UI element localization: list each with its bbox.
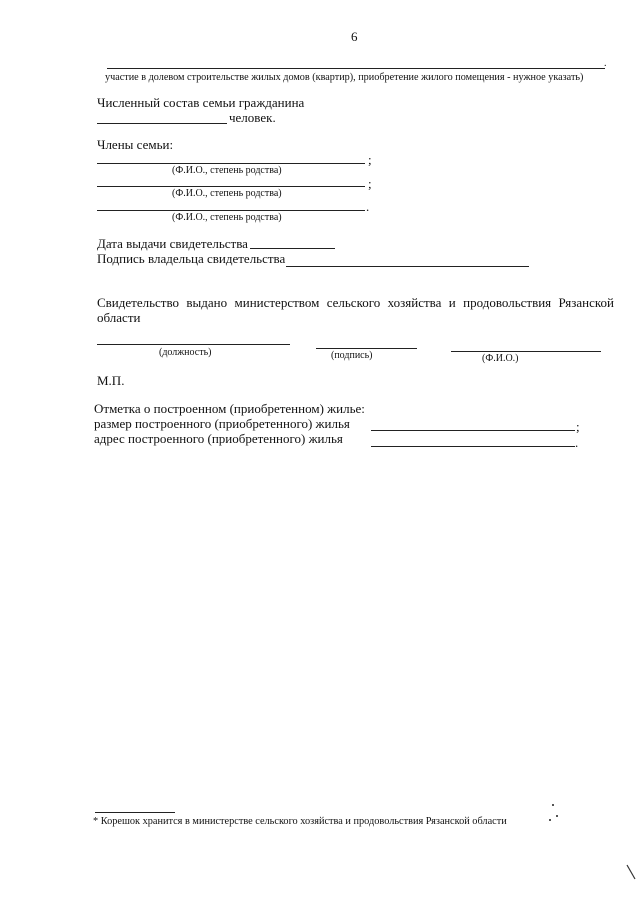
holder-signature-label: Подпись владельца свидетельства — [97, 251, 286, 266]
issued-by-text: Свидетельство выдано министерством сельского хозяйства и продовольствия Рязанской области — [97, 295, 614, 325]
scan-speck — [556, 815, 558, 817]
footnote-text: * Корешок хранится в министерстве сельского хозяйства и продовольствия Рязанской области — [93, 816, 507, 827]
continuation-line-end: . — [604, 58, 607, 69]
holder-signature-field[interactable] — [286, 266, 529, 267]
scan-speck — [549, 819, 551, 821]
signature-field[interactable] — [316, 348, 417, 349]
issue-date-field[interactable] — [250, 248, 335, 249]
signature-caption: (подпись) — [331, 350, 373, 361]
member-3-period: . — [366, 199, 370, 214]
family-count-field[interactable] — [97, 123, 227, 124]
stamp-place: М.П. — [97, 373, 125, 388]
issue-date-label: Дата выдачи свидетельства — [97, 236, 248, 251]
scan-edge-mark — [624, 862, 638, 882]
housing-size-field[interactable] — [371, 430, 575, 431]
member-3-caption: (Ф.И.О., степень родства) — [172, 212, 282, 223]
fio-field[interactable] — [451, 351, 601, 352]
persons-suffix: человек. — [229, 110, 276, 125]
family-member-field-1[interactable] — [97, 163, 365, 164]
member-1-semicolon: ; — [368, 152, 372, 167]
footnote-separator — [95, 812, 175, 813]
housing-size-label: размер построенного (приобретенного) жилья — [94, 416, 350, 431]
housing-method-caption: участие в долевом строительстве жилых домов (квартир), приобретение жилого помещения - нужное указать) — [105, 72, 584, 83]
family-members-label: Члены семьи: — [97, 137, 174, 152]
position-caption: (должность) — [159, 347, 212, 358]
family-count-label: Численный состав семьи гражданина — [97, 95, 305, 110]
housing-address-period: . — [575, 435, 579, 450]
continuation-line — [107, 68, 605, 69]
housing-mark-label: Отметка о построенном (приобретенном) жилье: — [94, 401, 365, 416]
position-field[interactable] — [97, 344, 290, 345]
housing-size-semicolon: ; — [576, 419, 580, 434]
housing-address-field[interactable] — [371, 446, 575, 447]
member-2-caption: (Ф.И.О., степень родства) — [172, 188, 282, 199]
member-2-semicolon: ; — [368, 176, 372, 191]
fio-caption: (Ф.И.О.) — [482, 353, 519, 364]
housing-address-label: адрес построенного (приобретенного) жилья — [94, 431, 343, 446]
family-member-field-3[interactable] — [97, 210, 365, 211]
member-1-caption: (Ф.И.О., степень родства) — [172, 165, 282, 176]
family-member-field-2[interactable] — [97, 186, 365, 187]
scan-speck — [552, 804, 554, 806]
page-number: 6 — [351, 29, 358, 44]
